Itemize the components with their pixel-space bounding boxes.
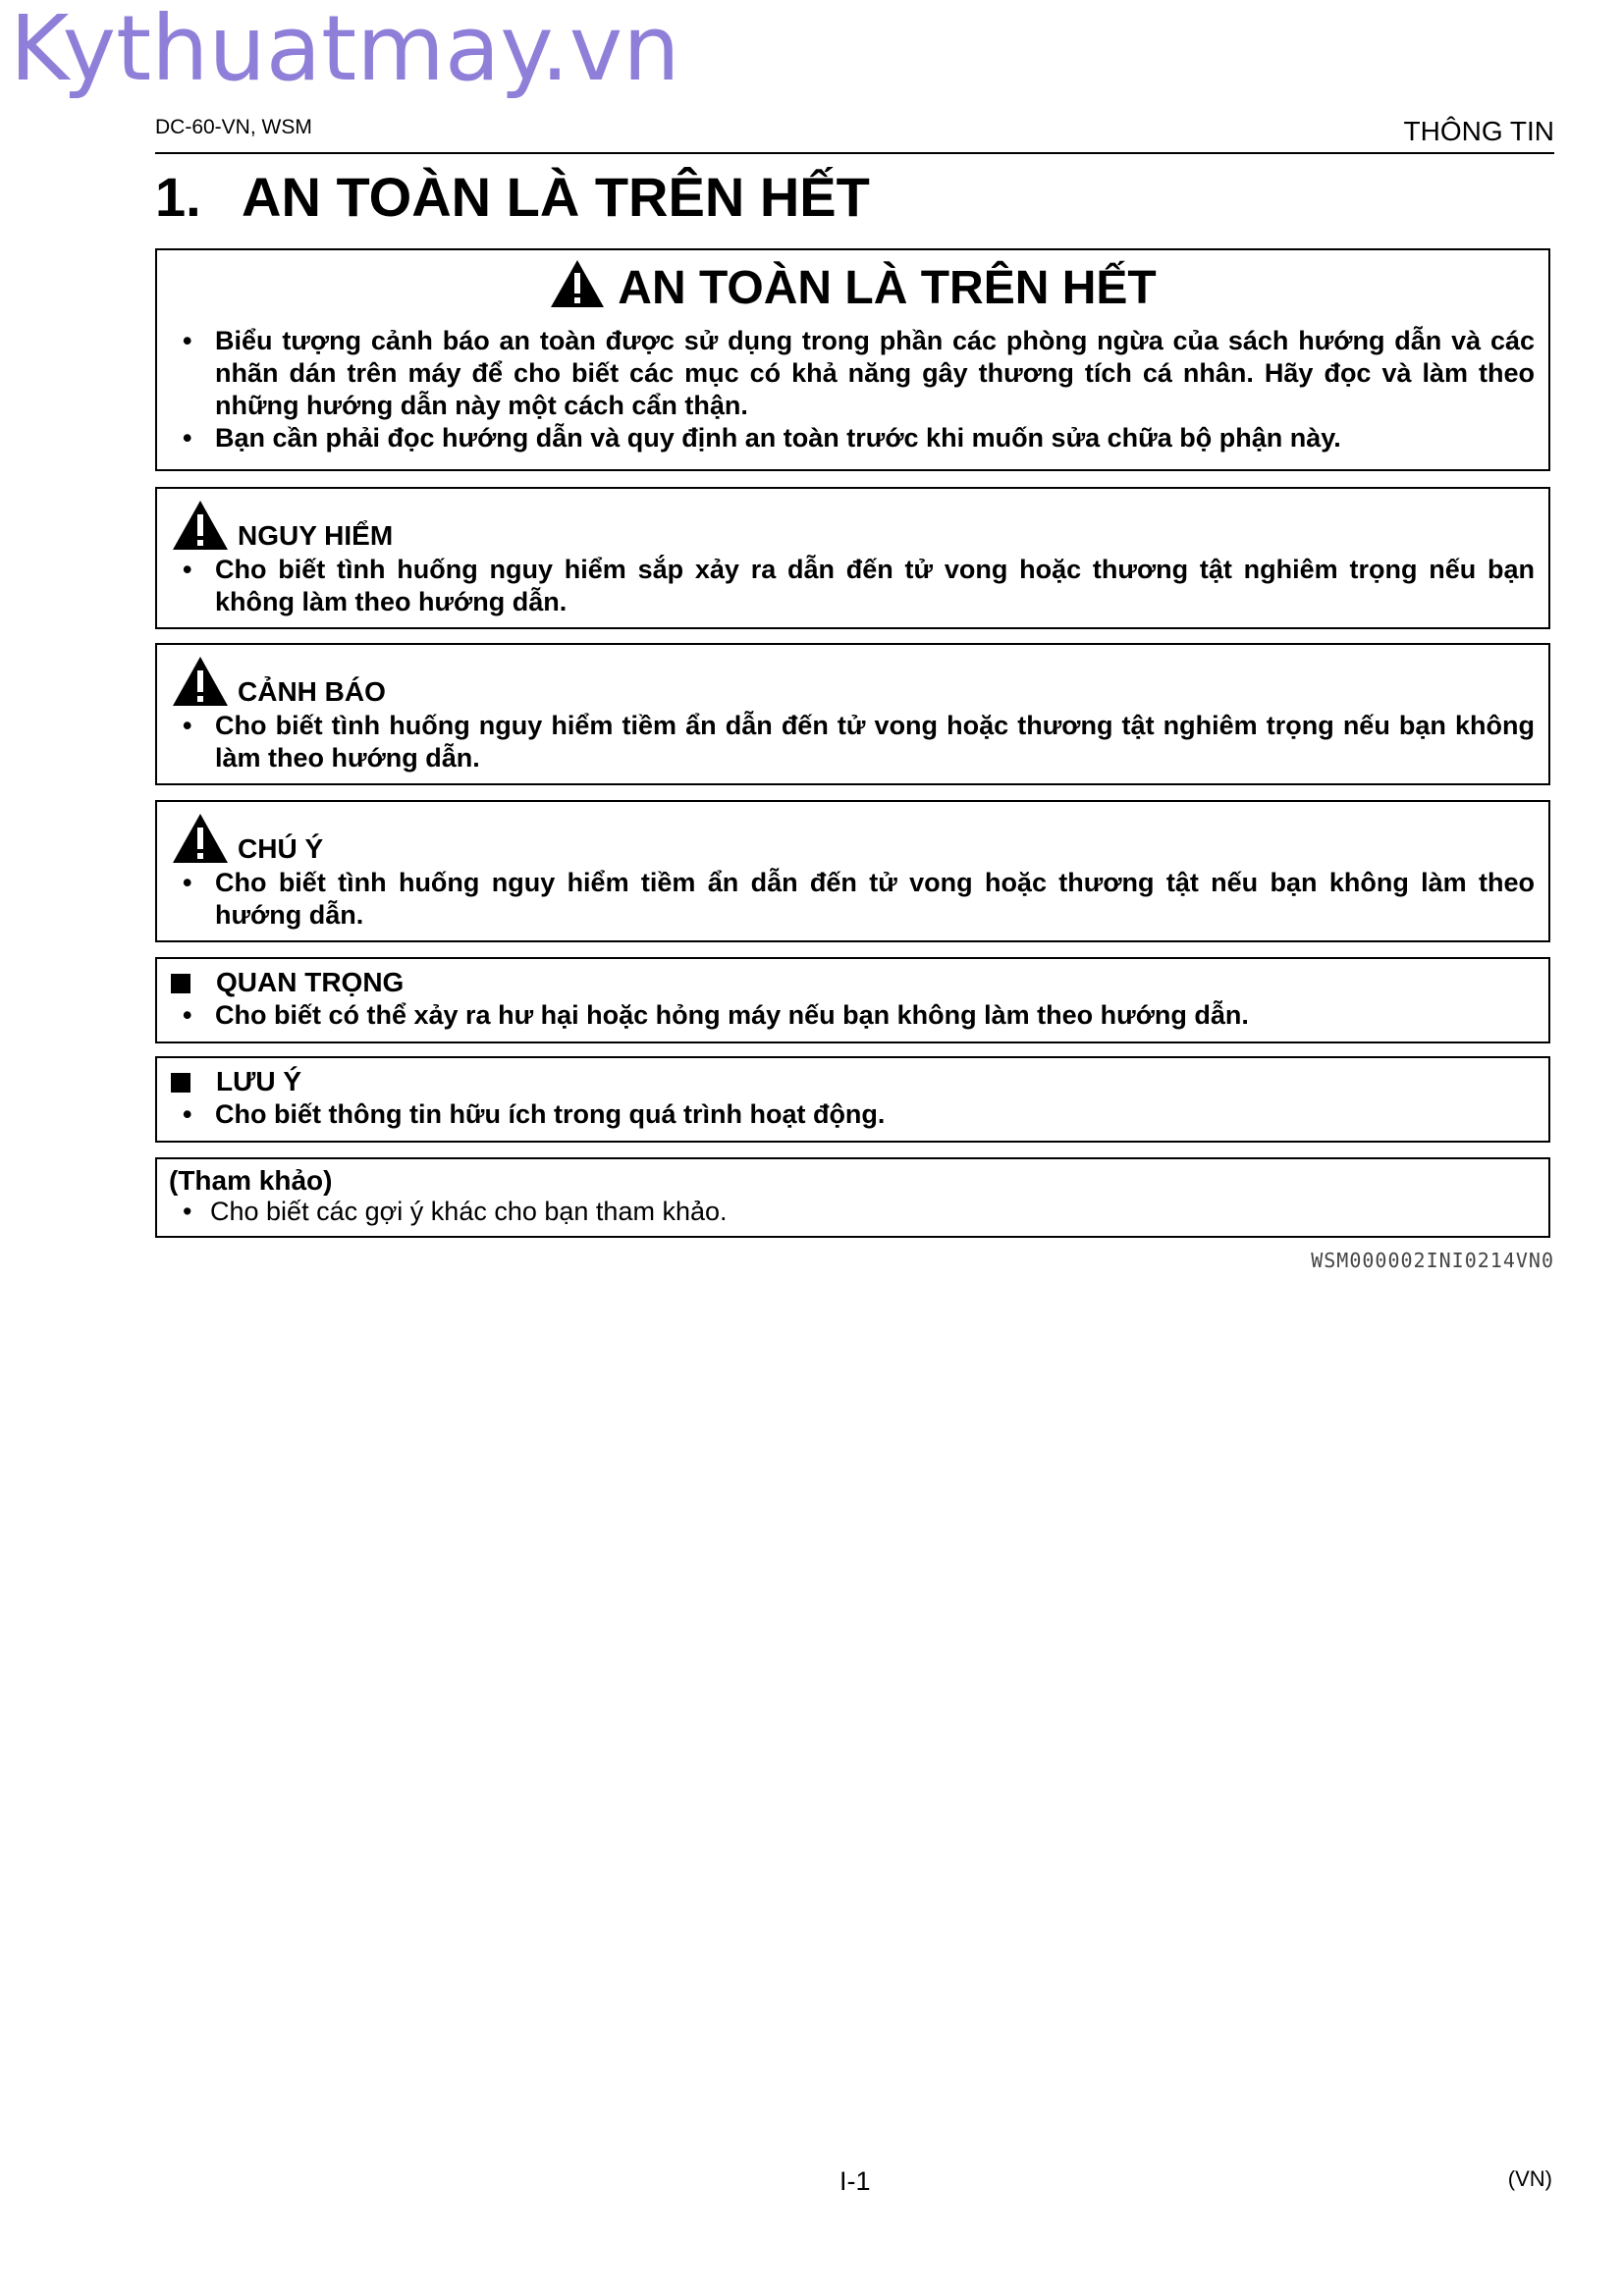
intro-bullet-text: Biểu tượng cảnh báo an toàn được sử dụng trong phần các phòng ngừa của sách hướng dẫn và các nhãn dán trên máy để cho biết các mục có khả năng gây thương tích cá nhân. Hãy đọc và làm theo những hướng dẫn này một cách cẩn thận. (215, 326, 1535, 420)
document-code: WSM000002INI0214VN0 (1311, 1249, 1554, 1272)
warning-triangle-icon (549, 258, 606, 324)
important-bullets (183, 999, 1535, 1032)
header-doc-id: DC-60-VN, WSM (155, 116, 312, 138)
warning-text: Cho biết tình huống nguy hiểm tiềm ẩn dẫn đến tử vong hoặc thương tật nghiêm trọng nếu bạn không làm theo hướng dẫn. (215, 711, 1535, 773)
section-title (155, 162, 870, 233)
intro-heading-text: AN TOÀN LÀ TRÊN HẾT (618, 262, 1157, 314)
important-box (155, 957, 1550, 1043)
header-chapter: THÔNG TIN (1403, 116, 1554, 146)
danger-title: NGUY HIỂM (238, 520, 394, 551)
square-bullet-icon (171, 1073, 190, 1093)
list-item (183, 999, 1535, 1032)
bullet-dot: • (183, 423, 192, 453)
intro-bullets (183, 325, 1535, 454)
bullet-dot: • (183, 711, 192, 740)
note-bullets (183, 1098, 1535, 1131)
important-text: Cho biết có thể xảy ra hư hại hoặc hỏng máy nếu bạn không làm theo hướng dẫn. (215, 1000, 1249, 1030)
note-text: Cho biết thông tin hữu ích trong quá trình hoạt động. (215, 1099, 886, 1129)
caution-box (155, 800, 1550, 942)
warning-title: CẢNH BÁO (238, 676, 386, 707)
list-item (183, 325, 1535, 422)
warning-triangle-icon (171, 812, 230, 870)
section-number: 1. (155, 166, 201, 228)
danger-text: Cho biết tình huống nguy hiểm sắp xảy ra dẫn đến tử vong hoặc thương tật nghiêm trọng nếu bạn không làm theo hướng dẫn. (215, 555, 1535, 616)
caution-title: CHÚ Ý (238, 833, 324, 864)
danger-bullets (183, 554, 1535, 618)
language-tag: (VN) (1507, 2166, 1552, 2191)
header-rule (155, 152, 1554, 154)
bullet-dot: • (183, 326, 192, 355)
intro-box (155, 248, 1550, 471)
reference-title: (Tham khảo) (169, 1165, 333, 1196)
note-title: LƯU Ý (216, 1066, 302, 1096)
watermark: Kythuatmay.vn (10, 0, 680, 101)
warning-bullets (183, 710, 1535, 774)
warning-triangle-icon (171, 499, 230, 557)
reference-box (155, 1157, 1550, 1238)
bullet-dot: • (183, 868, 192, 897)
caution-text: Cho biết tình huống nguy hiểm tiềm ẩn dẫn đến tử vong hoặc thương tật nếu bạn không làm theo hướng dẫn. (215, 868, 1535, 930)
list-item (183, 710, 1535, 774)
danger-box (155, 487, 1550, 629)
page-number: I-1 (839, 2166, 871, 2196)
reference-text: Cho biết các gợi ý khác cho bạn tham khảo. (210, 1197, 728, 1226)
square-bullet-icon (171, 974, 190, 993)
note-box (155, 1056, 1550, 1143)
caution-bullets (183, 867, 1535, 932)
important-title: QUAN TRỌNG (216, 967, 405, 997)
intro-heading (157, 258, 1548, 324)
list-item (183, 1098, 1535, 1131)
warning-box (155, 643, 1550, 785)
bullet-dot: • (183, 1197, 192, 1226)
list-item (183, 554, 1535, 618)
bullet-dot: • (183, 1099, 192, 1129)
bullet-dot: • (183, 555, 192, 584)
warning-triangle-icon (171, 655, 230, 713)
list-item (183, 1197, 728, 1227)
list-item (183, 422, 1535, 454)
section-title-text: AN TOÀN LÀ TRÊN HẾT (242, 166, 870, 228)
bullet-dot: • (183, 1000, 192, 1030)
intro-bullet-text: Bạn cần phải đọc hướng dẫn và quy định an toàn trước khi muốn sửa chữa bộ phận này. (215, 423, 1341, 453)
list-item (183, 867, 1535, 932)
